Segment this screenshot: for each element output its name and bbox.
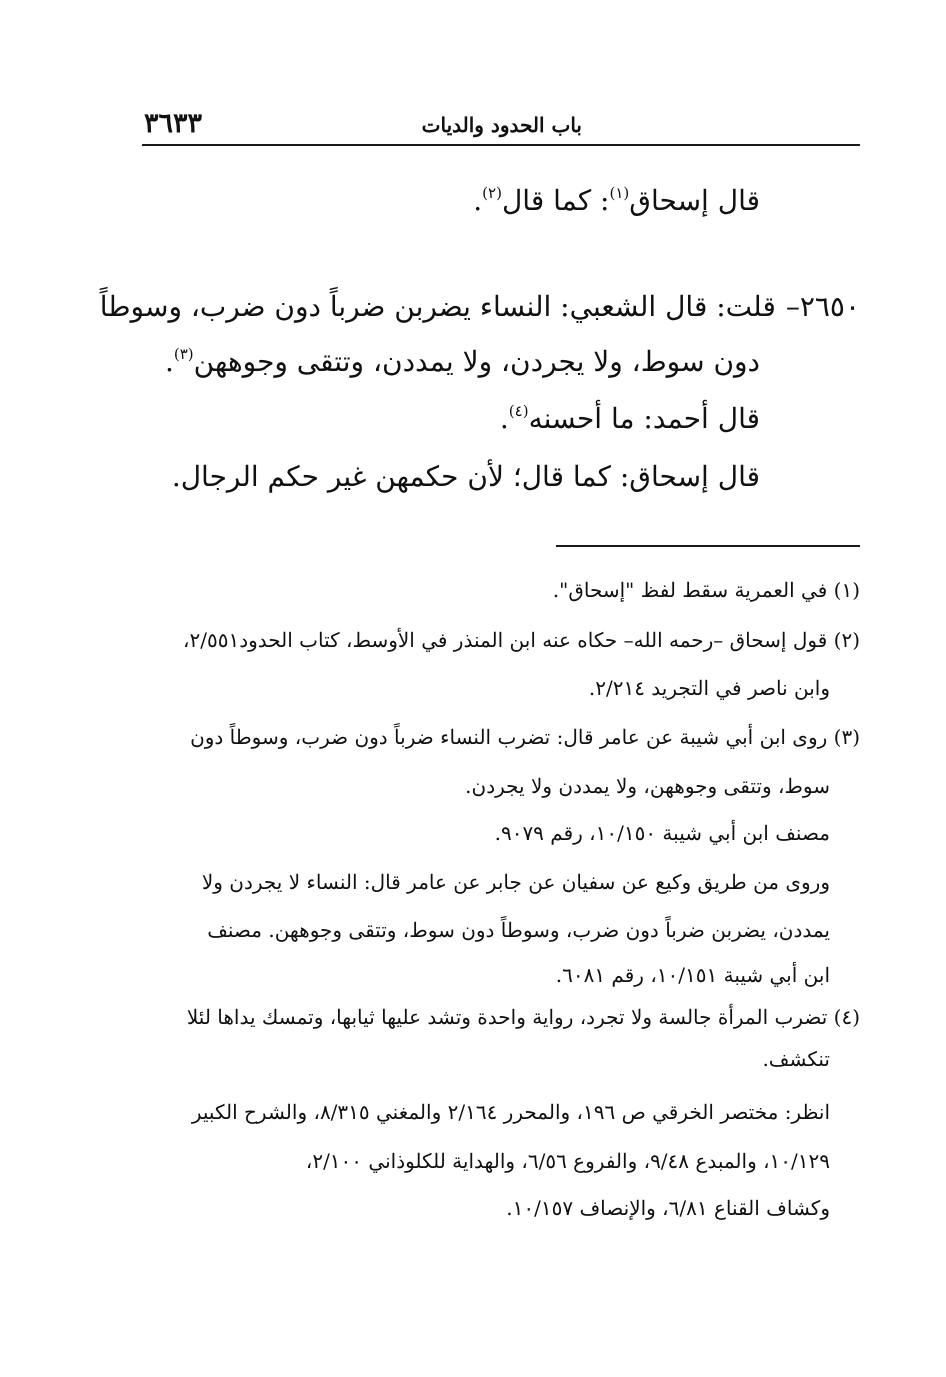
running-header — [142, 108, 860, 146]
footnote-3-second: وروى من طريق وكيع عن سفيان عن جابر عن عامر قال: النساء لا يجردن ولا — [201, 870, 830, 894]
footnote-4-refs-end: وكشاف القناع ٦/٨١، والإنصاف ١٠/١٥٧. — [506, 1196, 830, 1220]
footnote-4-cont: تنكشف. — [762, 1047, 830, 1071]
footnote-3-source: مصنف ابن أبي شيبة ١٠/١٥٠، رقم ٩٠٧٩. — [494, 821, 830, 845]
footnote-3-second-cont: يمددن، يضربن ضرباً دون ضرب، وسوطاً دون سوط، وتتقى وجوههن. مصنف — [207, 918, 830, 942]
footnote-ref-4[interactable]: (٤) — [508, 402, 529, 420]
main-line-5: قال إسحاق: كما قال؛ لأن حكمهن غير حكم الرجال. — [171, 460, 760, 493]
footnote-4-refs: انظر: مختصر الخرقي ص ١٩٦، والمحرر ٢/١٦٤ والمغني ٨/٣١٥، والشرح الكبير — [191, 1100, 830, 1124]
entry-number: ٢٦٥٠– — [785, 290, 860, 323]
main-line-1: قال إسحاق$^{(١)}$: كما قال$^{(٢)}$. — [473, 184, 760, 217]
main-line-2: ٢٦٥٠–قلت: قال الشعبي: النساء يضربن ضرباً دون ضرب، وسوطاً — [99, 290, 860, 323]
main-line-4: قال أحمد: ما أحسنه$^{(٤)}$. — [499, 402, 760, 435]
footnote-3-cont: سوط، وتتقى وجوههن، ولا يمددن ولا يجردن. — [465, 774, 830, 798]
footnote-2: (٢) قول إسحاق –رحمه الله– حكاه عنه ابن المنذر في الأوسط، كتاب الحدود٢/٥٥١، — [183, 628, 860, 652]
footnote-3-second-source: ابن أبي شيبة ١٠/١٥١، رقم ٦٠٨١. — [555, 963, 830, 987]
footnote-4: (٤) تضرب المرأة جالسة ولا تجرد، رواية واحدة وتشد عليها ثيابها، وتمسك يداها لئلا — [186, 1005, 860, 1029]
footnote-separator — [556, 545, 860, 547]
footnote-4-refs-cont: ١٠/١٢٩، والمبدع ٩/٤٨، والفروع ٦/٥٦، والهداية للكلوذاني ٢/١٠٠، — [305, 1149, 830, 1173]
footnote-2-cont: وابن ناصر في التجريد ٢/٢١٤. — [588, 676, 830, 700]
section-title: باب الحدود والديات — [421, 113, 582, 137]
page-number: ٣٦٣٣ — [144, 108, 203, 139]
footnote-1: (١) في العمرية سقط لفظ "إسحاق". — [552, 578, 860, 602]
main-line-3: دون سوط، ولا يجردن، ولا يمددن، وتتقى وجوههن$^{(٣)}$. — [164, 345, 760, 378]
footnote-3: (٣) روى ابن أبي شيبة عن عامر قال: تضرب النساء ضرباً دون ضرب، وسوطاً دون — [190, 725, 860, 749]
footnote-ref-3[interactable]: (٣) — [173, 345, 194, 363]
footnote-ref-1[interactable]: (١) — [609, 184, 630, 202]
footnote-ref-2[interactable]: (٢) — [482, 184, 502, 202]
